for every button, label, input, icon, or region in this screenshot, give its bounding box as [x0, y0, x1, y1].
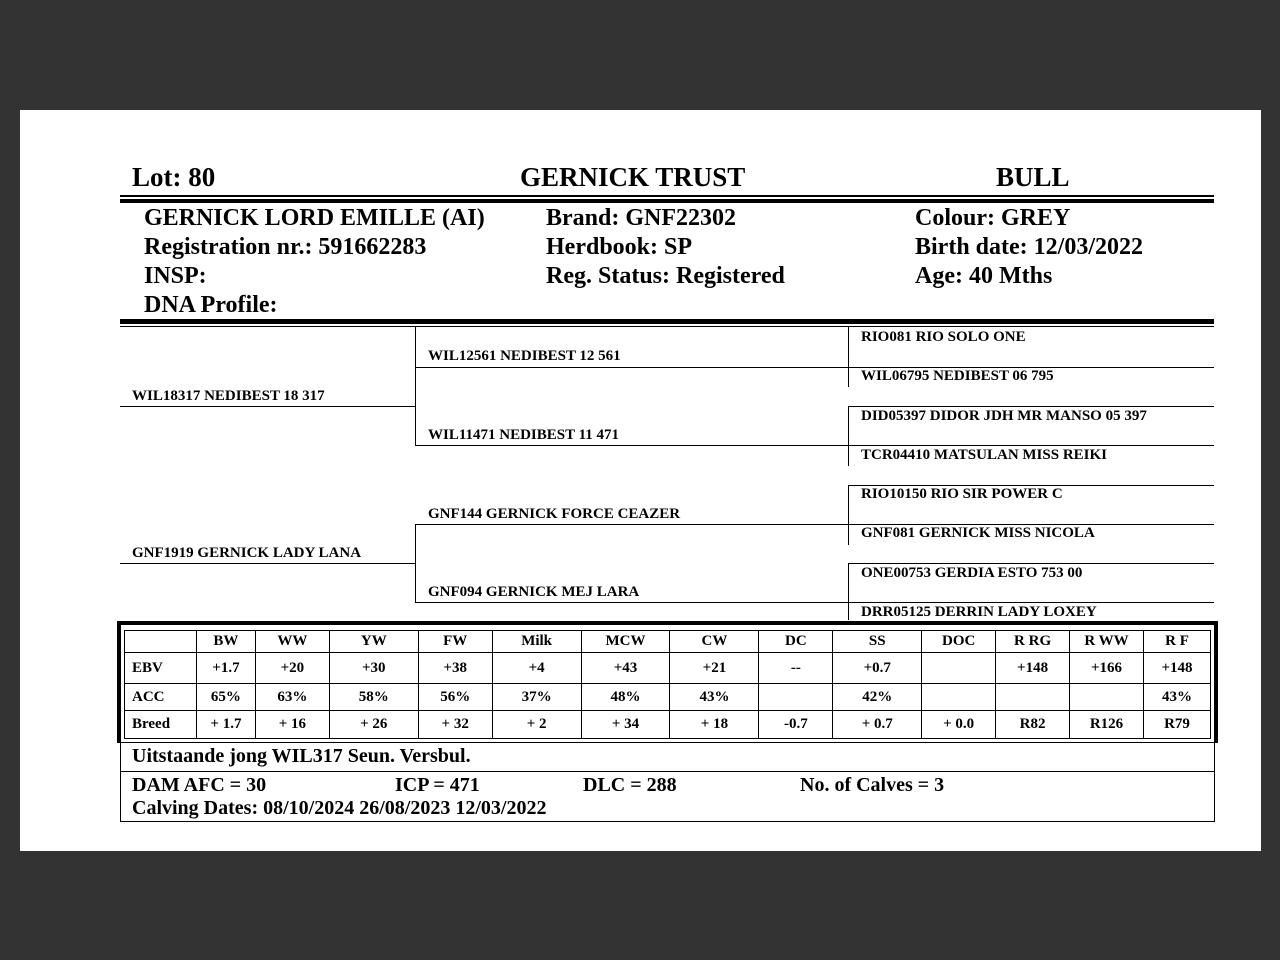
dam: GNF1919 GERNICK LADY LANA [132, 545, 362, 561]
table-rule-right [1214, 621, 1218, 743]
ggp-3-line [848, 445, 1214, 446]
animal-sex: BULL [996, 162, 1070, 192]
table-cell: + 16 [255, 711, 329, 739]
ggp-5: RIO10150 RIO SIR POWER C [861, 486, 1063, 502]
column-header: MCW [581, 631, 670, 653]
sire-line [120, 406, 415, 407]
header-rule-thin [120, 195, 1214, 197]
ggp-6-line [848, 563, 1214, 564]
table-cell: +0.7 [833, 653, 922, 684]
table-cell: +148 [996, 653, 1070, 684]
column-header: Milk [492, 631, 581, 653]
ggp-6: GNF081 GERNICK MISS NICOLA [861, 525, 1095, 541]
table-cell: +148 [1143, 653, 1210, 684]
ggp-3: DID05397 DIDOR JDH MR MANSO 05 397 [861, 408, 1147, 424]
dam-stats-box [120, 771, 1215, 822]
sire: WIL18317 NEDIBEST 18 317 [132, 388, 325, 404]
table-cell: -0.7 [759, 711, 833, 739]
dna-profile-field: DNA Profile: [144, 292, 278, 318]
remark-text: Uitstaande jong WIL317 Seun. Versbul. [132, 745, 471, 767]
column-header: SS [833, 631, 922, 653]
table-cell: R126 [1070, 711, 1144, 739]
table-cell [759, 684, 833, 711]
column-header: R RG [996, 631, 1070, 653]
table-cell: + 32 [418, 711, 492, 739]
dam-sire: GNF144 GERNICK FORCE CEAZER [428, 506, 681, 522]
table-cell: +4 [492, 653, 581, 684]
table-cell: +1.7 [196, 653, 255, 684]
ds-connector [848, 485, 849, 545]
table-cell: 56% [418, 684, 492, 711]
ggp-1: RIO081 RIO SOLO ONE [861, 329, 1026, 345]
dd-connector [848, 563, 849, 620]
row-label: Breed [125, 711, 197, 739]
table-cell: -- [759, 653, 833, 684]
sire-dam: WIL11471 NEDIBEST 11 471 [428, 427, 620, 443]
owner-name: GERNICK TRUST [520, 162, 746, 192]
table-cell: +20 [255, 653, 329, 684]
table-cell [922, 653, 996, 684]
table-cell [1070, 684, 1144, 711]
brand-field: Brand: GNF22302 [546, 205, 737, 231]
column-header: CW [670, 631, 759, 653]
table-rule-top [117, 621, 1218, 625]
sd-connector [848, 406, 849, 466]
birth-date-field: Birth date: 12/03/2022 [915, 234, 1143, 260]
dlc-value: DLC = 288 [583, 774, 677, 796]
column-header: WW [255, 631, 329, 653]
column-header: R F [1143, 631, 1210, 653]
table-cell: R82 [996, 711, 1070, 739]
icp-value: ICP = 471 [395, 774, 480, 796]
registration-number: Registration nr.: 591662283 [144, 234, 427, 260]
animal-info-left [144, 204, 485, 320]
table-cell: 43% [670, 684, 759, 711]
ggp-2-line [848, 406, 1214, 407]
header-rule-thick [120, 199, 1214, 203]
table-cell: +21 [670, 653, 759, 684]
table-cell: 65% [196, 684, 255, 711]
reg-status-field: Reg. Status: Registered [546, 263, 785, 289]
dam-dam: GNF094 GERNICK MEJ LARA [428, 584, 640, 600]
ss-connector [848, 327, 849, 387]
column-header [125, 631, 197, 653]
table-cell: 43% [1143, 684, 1210, 711]
colour-field: Colour: GREY [915, 205, 1071, 231]
table-cell: + 2 [492, 711, 581, 739]
table-rule-left [117, 621, 121, 743]
table-cell: 37% [492, 684, 581, 711]
herdbook-field: Herdbook: SP [546, 234, 693, 260]
table-cell: + 18 [670, 711, 759, 739]
ggp-8: DRR05125 DERRIN LADY LOXEY [861, 604, 1097, 620]
table-cell: 63% [255, 684, 329, 711]
ggp-4: TCR04410 MATSULAN MISS REIKI [861, 447, 1108, 463]
table-cell: +43 [581, 653, 670, 684]
table-cell: 48% [581, 684, 670, 711]
ggp-2: WIL06795 NEDIBEST 06 795 [861, 368, 1054, 384]
table-cell: + 1.7 [196, 711, 255, 739]
column-header: BW [196, 631, 255, 653]
table-cell: 42% [833, 684, 922, 711]
calving-dates: Calving Dates: 08/10/2024 26/08/2023 12/03/2022 [132, 797, 547, 819]
ebv-row [125, 653, 1211, 684]
column-header: DOC [922, 631, 996, 653]
column-header: FW [418, 631, 492, 653]
sire-sire-line [415, 367, 848, 368]
ebv-table [124, 630, 1211, 739]
column-header: R WW [1070, 631, 1144, 653]
row-label: ACC [125, 684, 197, 711]
table-cell: 58% [329, 684, 418, 711]
ggp-7: ONE00753 GERDIA ESTO 753 00 [861, 565, 1083, 581]
table-cell: + 26 [329, 711, 418, 739]
acc-row [125, 684, 1211, 711]
table-cell: R79 [1143, 711, 1210, 739]
lot-card [20, 110, 1261, 851]
animal-name: GERNICK LORD EMILLE (AI) [144, 205, 485, 231]
column-header: YW [329, 631, 418, 653]
number-of-calves: No. of Calves = 3 [800, 774, 945, 796]
table-cell [996, 684, 1070, 711]
animal-info-middle [546, 204, 785, 291]
column-header: DC [759, 631, 833, 653]
insp-field: INSP: [144, 263, 207, 289]
dam-connector [415, 524, 416, 602]
age-field: Age: 40 Mths [915, 263, 1053, 289]
row-label: EBV [125, 653, 197, 684]
table-cell: + 34 [581, 711, 670, 739]
info-rule-thin [120, 326, 1214, 327]
animal-info-right [915, 204, 1143, 291]
ebv-header-row [125, 631, 1211, 653]
table-cell: +38 [418, 653, 492, 684]
remark-box [120, 742, 1215, 772]
sire-sire: WIL12561 NEDIBEST 12 561 [428, 348, 621, 364]
table-cell: + 0.7 [833, 711, 922, 739]
breed-row [125, 711, 1211, 739]
table-cell: +166 [1070, 653, 1144, 684]
sire-connector [415, 327, 416, 445]
table-cell: + 0.0 [922, 711, 996, 739]
dam-afc: DAM AFC = 30 [132, 774, 267, 796]
dam-line [120, 563, 415, 564]
dam-dam-line [415, 602, 848, 603]
table-cell [922, 684, 996, 711]
lot-number: Lot: 80 [132, 162, 216, 192]
sire-dam-line [415, 445, 848, 446]
ggp-7-line [848, 602, 1214, 603]
info-rule-thick [120, 319, 1214, 324]
table-cell: +30 [329, 653, 418, 684]
dam-sire-line [415, 524, 848, 525]
